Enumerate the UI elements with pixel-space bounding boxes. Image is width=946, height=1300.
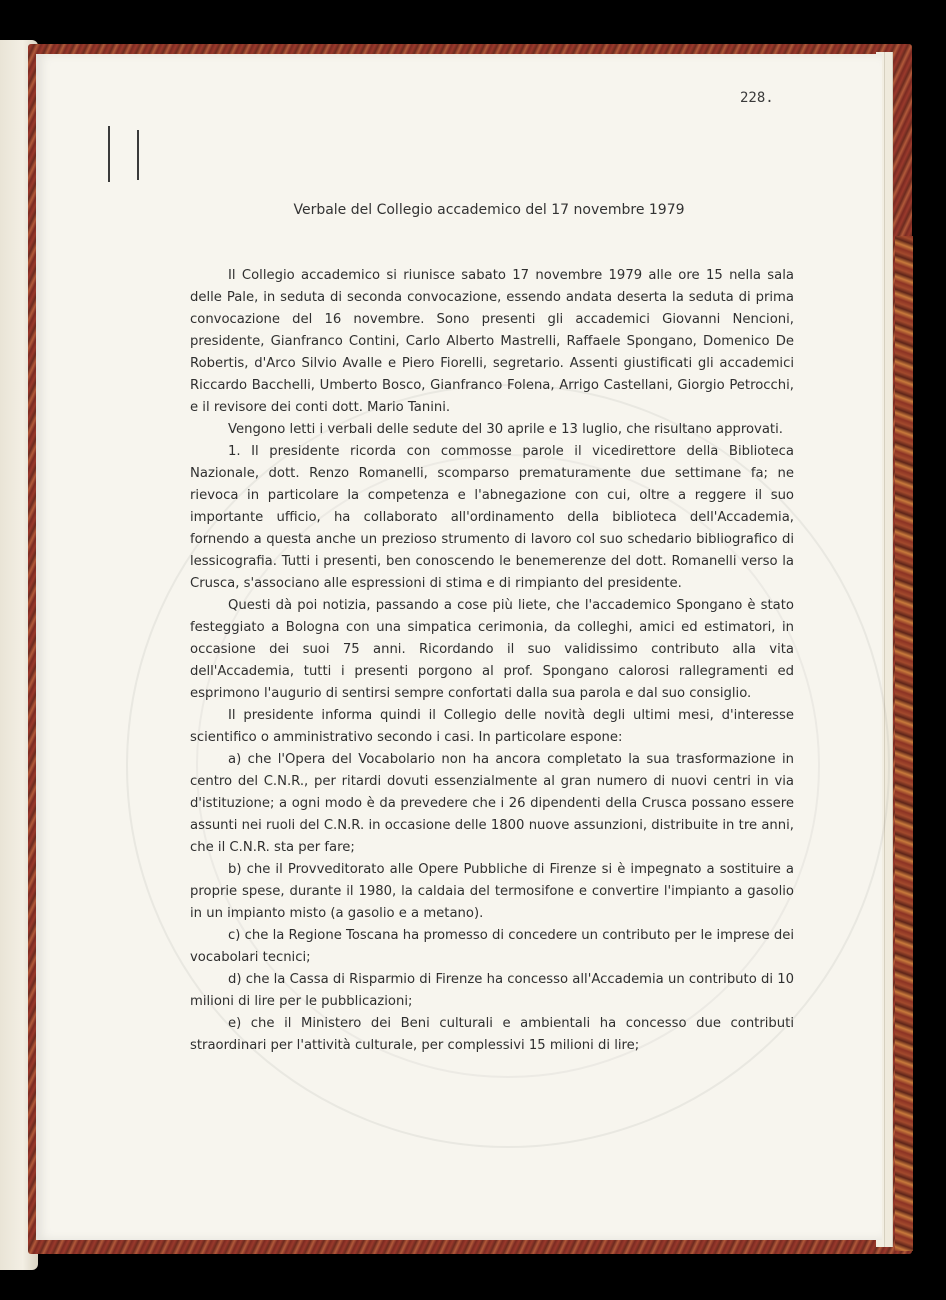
paragraph: a) che l'Opera del Vocabolario non ha ancora completato la sua trasformazione in centro del C.N.R., per ritardi dovuti essenzialmente al gran numero di nuovi centri in via d'istituzione; a ogni modo è da prevedere che i 26 dipendenti della Crusca possano essere assunti nei ruoli del C.N.R. in occasione delle 1800 nuove assunzioni, distribuite in tre anni, che il C.N.R. sta per fare; <box>190 752 794 855</box>
page-number: 228. <box>740 90 774 106</box>
paragraph: d) che la Cassa di Risparmio di Firenze ha concesso all'Accademia un contributo di 10 milioni di lire per le pubblicazioni; <box>190 972 794 1009</box>
paragraph: Il Collegio accademico si riunisce sabato 17 novembre 1979 alle ore 15 nella sala delle Pale, in seduta di seconda convocazione, essendo andata deserta la seduta di prima convocazione del 16 novembre. Sono presenti gli accademici Giovanni Nencioni, presidente, Gianfranco Contini, Carlo Alberto Mastrelli, Raffaele Spongano, Domenico De Robertis, d'Arco Silvio Avalle e Piero Fiorelli, segretario. Assenti giustificati gli accademici Riccardo Bacchelli, Umberto Bosco, Gianfranco Folena, Arrigo Castellani, Giorgio Petrocchi, e il revisore dei conti dott. Mario Tanini. <box>190 268 794 415</box>
paragraph: b) che il Provveditorato alle Opere Pubbliche di Firenze si è impegnato a sostituire a proprie spese, durante il 1980, la caldaia del termosifone e convertire l'impianto a gasolio in un impianto misto (a gasolio e a metano). <box>190 862 794 921</box>
paragraph: Questi dà poi notizia, passando a cose più liete, che l'accademico Spongano è stato festeggiato a Bologna con una simpatica cerimonia, da colleghi, amici ed estimatori, in occasione dei suoi 75 anni. Ricordando il suo validissimo contributo alla vita dell'Accademia, tutti i presenti porgono al prof. Spongano calorosi rallegramenti ed esprimono l'augurio di sentirsi sempre confortati dalla sua parola e dal suo consiglio. <box>190 598 794 701</box>
paragraph: Vengono letti i verbali delle sedute del 30 aprile e 13 luglio, che risultano approvati. <box>228 422 783 437</box>
paragraph: 1. Il presidente ricorda con commosse parole il vicedirettore della Biblioteca Nazionale, dott. Renzo Romanelli, scomparso prematuramente due settimane fa; ne rievoca in particolare la competenza e l'abnegazione con cui, oltre a reggere il suo importante ufficio, ha collaborato all'ordinamento della biblioteca dell'Accademia, fornendo a questa anche un prezioso strumento di lavoro col suo schedario bibliografico di lessicografia. Tutti i presenti, ben conoscendo le benemerenze del dott. Romanelli verso la Crusca, s'associano alle espressioni di stima e di rimpianto del presidente. <box>190 444 794 591</box>
marbled-cover-edge <box>895 236 913 1251</box>
document-title: Verbale del Collegio accademico del 17 novembre 1979 <box>293 202 685 218</box>
margin-mark <box>108 126 110 182</box>
paragraph: c) che la Regione Toscana ha promesso di concedere un contributo per le imprese dei vocabolari tecnici; <box>190 928 794 965</box>
paragraph: e) che il Ministero dei Beni culturali e ambientali ha concesso due contributi straordinari per l'attività culturale, per complessivi 15 milioni di lire; <box>190 1016 794 1053</box>
margin-mark <box>137 130 139 180</box>
document-body <box>190 265 794 1057</box>
paragraph: Il presidente informa quindi il Collegio delle novità degli ultimi mesi, d'interesse scientifico o amministrativo secondo i casi. In particolare espone: <box>190 708 794 745</box>
